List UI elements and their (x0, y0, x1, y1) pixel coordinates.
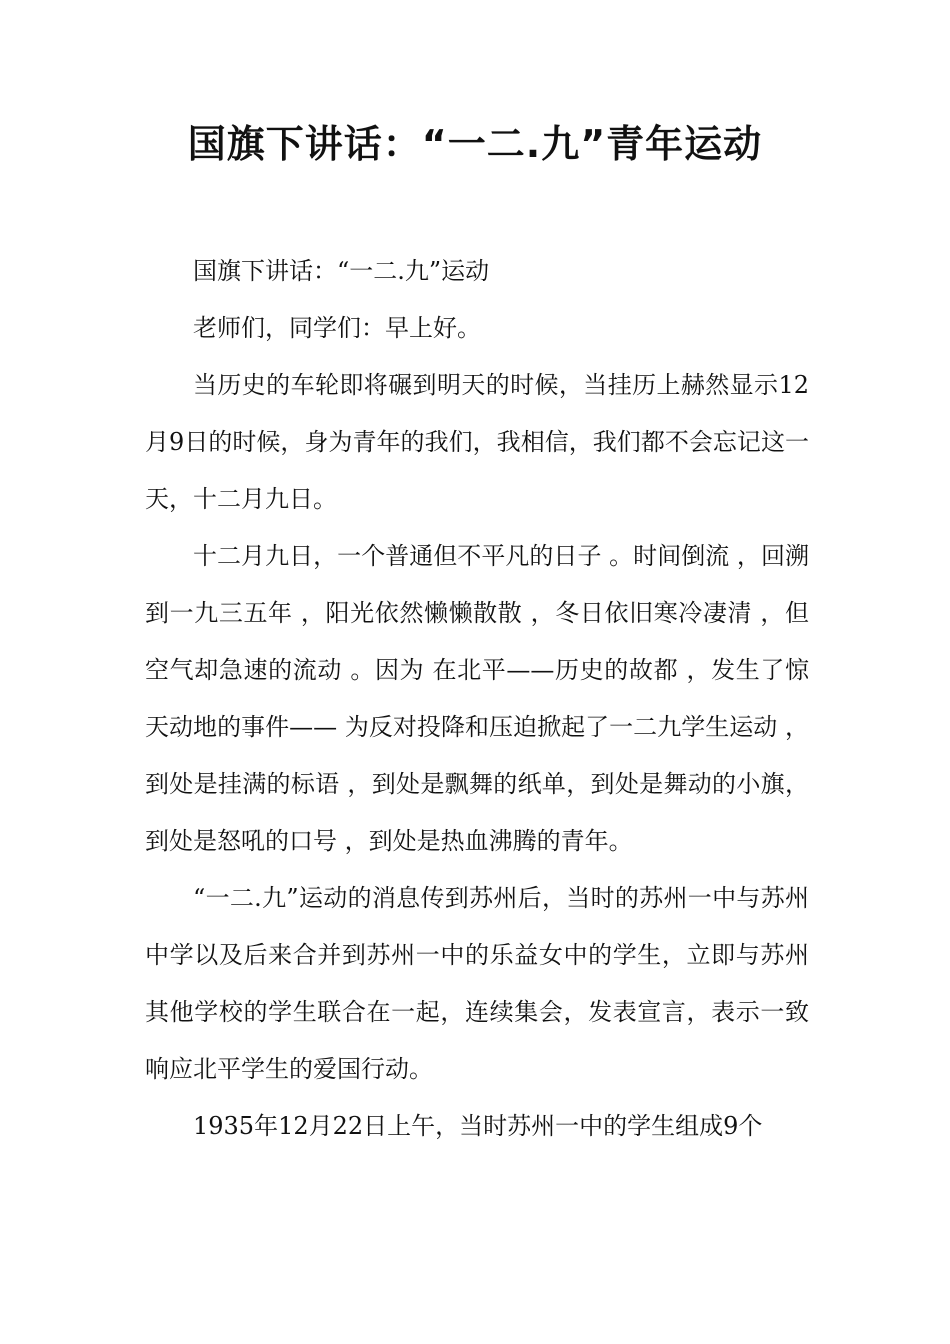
paragraph: 当历史的车轮即将碾到明天的时候，当挂历上赫然显示12月9日的时候，身为青年的我们，我相信，我们都不会忘记这一天，十二月九日。 (145, 371, 809, 513)
paragraph-greeting: 老师们，同学们：早上好。 (193, 314, 481, 342)
document-title: 国旗下讲话：“一二.九”青年运动 (187, 122, 763, 166)
paragraph-subtitle: 国旗下讲话：“一二.九”运动 (193, 257, 490, 285)
paragraph: 十二月九日，一个普通但不平凡的日子 。时间倒流 ，回溯到一九三五年 ，阳光依然懒懒散散 ，冬日依旧寒冷凄清 ，但空气却急速的流动 。因为 在北平——历史的故都 ，发生了惊天动地的事件—— 为反对投降和压迫掀起了一二九学生运动 ，到处是挂满的标语 ，到处是飘舞的纸单，到处是舞动的小旗，到处是怒吼的口号 ，到处是热血沸腾的青年。 (145, 542, 809, 855)
paragraph: 1935年12月22日上午，当时苏州一中的学生组成9个 (193, 1112, 763, 1140)
paragraph: “一二.九”运动的消息传到苏州后，当时的苏州一中与苏州中学以及后来合并到苏州一中的乐益女中的学生，立即与苏州其他学校的学生联合在一起，连续集会，发表宣言，表示一致响应北平学生的爱国行动。 (145, 884, 809, 1083)
document-body (145, 243, 809, 1155)
